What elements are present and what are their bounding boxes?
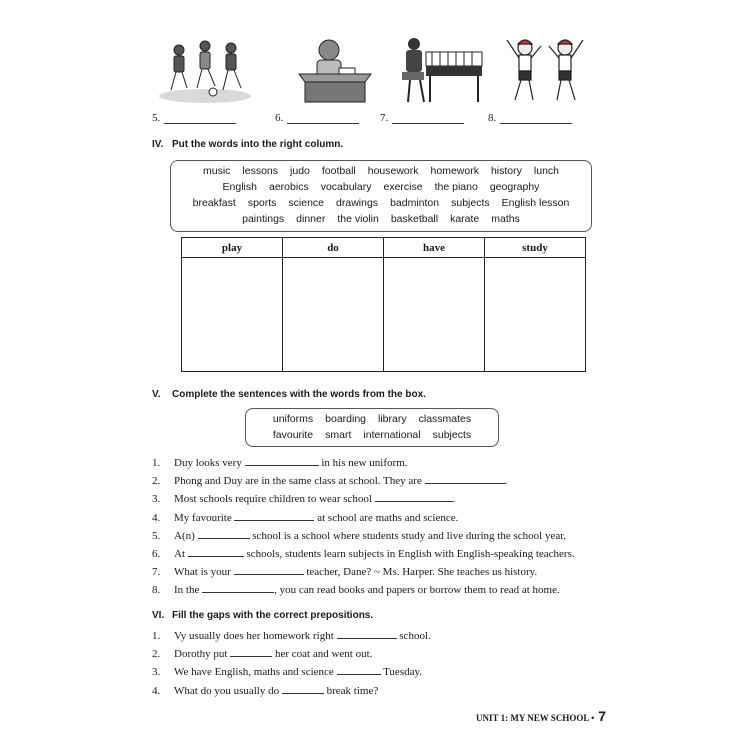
word: paintings <box>242 213 285 225</box>
word: subjects <box>451 197 490 209</box>
answer-blank[interactable] <box>337 665 381 675</box>
studying-picture <box>285 32 385 106</box>
answer-blank[interactable] <box>375 492 453 502</box>
word: badminton <box>390 197 440 209</box>
sentence-6-4: 4. What do you usually do break time? <box>152 685 379 697</box>
answer-blank[interactable] <box>500 113 572 124</box>
word: basketball <box>390 213 439 225</box>
word: library <box>378 413 407 425</box>
word: English lesson <box>501 197 570 209</box>
word: boarding <box>325 413 367 425</box>
column-header-play: play <box>182 238 283 258</box>
column-header-study: study <box>485 238 586 258</box>
sentence-5-5: 5. A(n) school is a school where students study and live during the school year. <box>152 530 567 542</box>
page-footer <box>476 708 606 726</box>
sentence-5-8: 8. In the , you can read books and papers or borrow them to read at home. <box>152 584 560 596</box>
word: lunch <box>533 165 559 177</box>
sentence-6-1: 1. Vy usually does her homework right school. <box>152 630 431 642</box>
answer-blank[interactable] <box>234 565 304 575</box>
answer-blank[interactable] <box>392 113 464 124</box>
column-cell-do[interactable] <box>283 258 384 372</box>
section-5-word-box <box>245 408 499 447</box>
sentence-6-3: 3. We have English, maths and science Tuesday. <box>152 666 423 678</box>
picture-label-8: 8. <box>488 112 572 124</box>
word: uniforms <box>272 413 314 425</box>
column-header-have: have <box>384 238 485 258</box>
football-picture <box>155 32 255 106</box>
answer-blank[interactable] <box>188 547 244 557</box>
word: sports <box>247 197 277 209</box>
word: lessons <box>242 165 279 177</box>
picture-label-7: 7. <box>380 112 464 124</box>
piano-picture <box>390 32 490 106</box>
word: international <box>363 429 421 441</box>
column-cell-play[interactable] <box>182 258 283 372</box>
sentence-5-6: 6. At schools, students learn subjects in English with English-speaking teachers. <box>152 548 575 560</box>
column-header-do: do <box>283 238 384 258</box>
word: subjects <box>432 429 472 441</box>
word: geography <box>489 181 540 193</box>
answer-blank[interactable] <box>234 511 314 521</box>
column-cell-study[interactable] <box>485 258 586 372</box>
word: maths <box>491 213 520 225</box>
word: dinner <box>296 213 326 225</box>
section-4-word-box <box>170 160 592 232</box>
word: science <box>288 197 325 209</box>
sentence-5-1: 1. Duy looks very in his new uniform. <box>152 457 408 469</box>
sentence-6-2: 2. Dorothy put her coat and went out. <box>152 648 373 660</box>
word: karate <box>450 213 480 225</box>
picture-label-6: 6. <box>275 112 359 124</box>
section-4-heading: IV. Put the words into the right column. <box>152 139 344 150</box>
answer-blank[interactable] <box>198 529 250 539</box>
word: aerobics <box>269 181 309 193</box>
section-5-heading: V. Complete the sentences with the words from the box. <box>152 389 426 400</box>
answer-blank[interactable] <box>425 474 505 484</box>
section-6-heading: VI. Fill the gaps with the correct prepositions. <box>152 610 374 621</box>
word: housework <box>367 165 419 177</box>
answer-blank[interactable] <box>337 629 397 639</box>
word: favourite <box>272 429 314 441</box>
picture-label-5: 5. <box>152 112 236 124</box>
answer-blank[interactable] <box>245 456 319 466</box>
word: history <box>490 165 522 177</box>
sorting-table <box>181 237 586 372</box>
word: vocabulary <box>320 181 372 193</box>
word: breakfast <box>192 197 236 209</box>
page-number: 7 <box>598 708 607 724</box>
exercise-picture <box>495 32 595 106</box>
word: exercise <box>383 181 423 193</box>
word: English <box>222 181 257 193</box>
word: the violin <box>337 213 379 225</box>
word: judo <box>290 165 310 177</box>
word: drawings <box>336 197 379 209</box>
word: the piano <box>434 181 478 193</box>
unit-title: UNIT 1: MY NEW SCHOOL • <box>476 713 595 723</box>
word: classmates <box>418 413 472 425</box>
answer-blank[interactable] <box>202 583 274 593</box>
word: football <box>321 165 356 177</box>
sentence-5-2: 2. Phong and Duy are in the same class at school. They are . <box>152 475 508 487</box>
sentence-5-7: 7. What is your teacher, Dane? ~ Ms. Harper. She teaches us history. <box>152 566 538 578</box>
word: music <box>202 165 231 177</box>
answer-blank[interactable] <box>282 684 324 694</box>
answer-blank[interactable] <box>287 113 359 124</box>
word: homework <box>430 165 479 177</box>
word: smart <box>325 429 352 441</box>
answer-blank[interactable] <box>230 647 272 657</box>
sentence-5-4: 4. My favourite at school are maths and science. <box>152 512 459 524</box>
answer-blank[interactable] <box>164 113 236 124</box>
column-cell-have[interactable] <box>384 258 485 372</box>
sentence-5-3: 3. Most schools require children to wear school . <box>152 493 456 505</box>
